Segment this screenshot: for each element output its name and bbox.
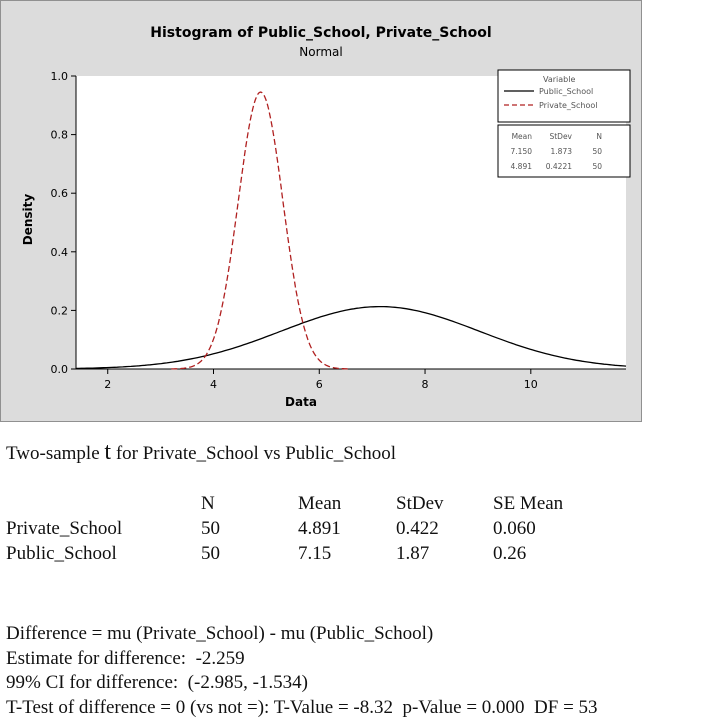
chart-subtitle: Normal (299, 45, 343, 59)
legend-stats-value: 7.150 (510, 147, 532, 156)
estimate-line: Estimate for difference: -2.259 (6, 648, 245, 669)
heading-prefix: Two-sample (6, 443, 105, 464)
row-label: Public_School (6, 543, 117, 564)
legend-stats-header: StDev (549, 132, 572, 141)
y-tick-label: 0.0 (50, 363, 68, 376)
chart-title: Histogram of Public_School, Private_School (150, 25, 492, 41)
legend-stats-value: 0.4221 (545, 162, 572, 171)
difference-line: Difference = mu (Private_School) - mu (Public_School) (6, 623, 434, 644)
cell-stdev: 0.422 (396, 518, 439, 539)
legend-stats-value: 4.891 (510, 162, 532, 171)
x-tick-label: 6 (315, 378, 323, 391)
table-header: SE Mean (493, 493, 564, 514)
x-tick-label: 4 (210, 378, 217, 391)
table-header: Mean (298, 493, 342, 514)
heading-suffix: for Private_School vs Public_School (111, 443, 397, 464)
legend-stats-value: 50 (592, 147, 602, 156)
legend-stats-value: 1.873 (550, 147, 572, 156)
legend-stats-value: 50 (592, 162, 602, 171)
row-label: Private_School (6, 518, 123, 539)
y-tick-label: 0.8 (50, 128, 68, 142)
cell-mean: 7.15 (298, 543, 332, 564)
legend-stats-header: Mean (511, 132, 532, 141)
legend-title: Variable (543, 75, 576, 84)
y-axis-label: Density (21, 193, 35, 246)
y-tick-label: 0.4 (50, 245, 68, 259)
cell-n: 50 (201, 518, 220, 539)
test-heading (6, 441, 396, 465)
y-tick-label: 0.2 (50, 304, 68, 318)
legend-stats-header: N (596, 132, 602, 141)
density-chart (1, 1, 643, 423)
x-axis-label: Data (285, 395, 317, 409)
cell-n: 50 (201, 543, 220, 564)
ttest-line: T-Test of difference = 0 (vs not =): T-Value = -8.32 p-Value = 0.000 DF = 53 (6, 697, 598, 718)
y-tick-label: 0.6 (50, 187, 68, 201)
heading-t: t (104, 439, 112, 465)
legend-entry-label: Public_School (539, 87, 594, 96)
x-tick-label: 10 (523, 378, 538, 391)
table-header: StDev (396, 493, 444, 514)
cell-se-mean: 0.060 (493, 518, 536, 539)
cell-mean: 4.891 (298, 518, 341, 539)
y-tick-label: 1.0 (50, 70, 68, 83)
x-tick-label: 2 (104, 378, 112, 391)
table-header: N (201, 493, 215, 514)
ci-line: 99% CI for difference: (-2.985, -1.534) (6, 672, 308, 693)
cell-stdev: 1.87 (396, 543, 430, 564)
cell-se-mean: 0.26 (493, 543, 527, 564)
legend-entry-label: Private_School (539, 101, 598, 110)
x-tick-label: 8 (421, 378, 429, 391)
